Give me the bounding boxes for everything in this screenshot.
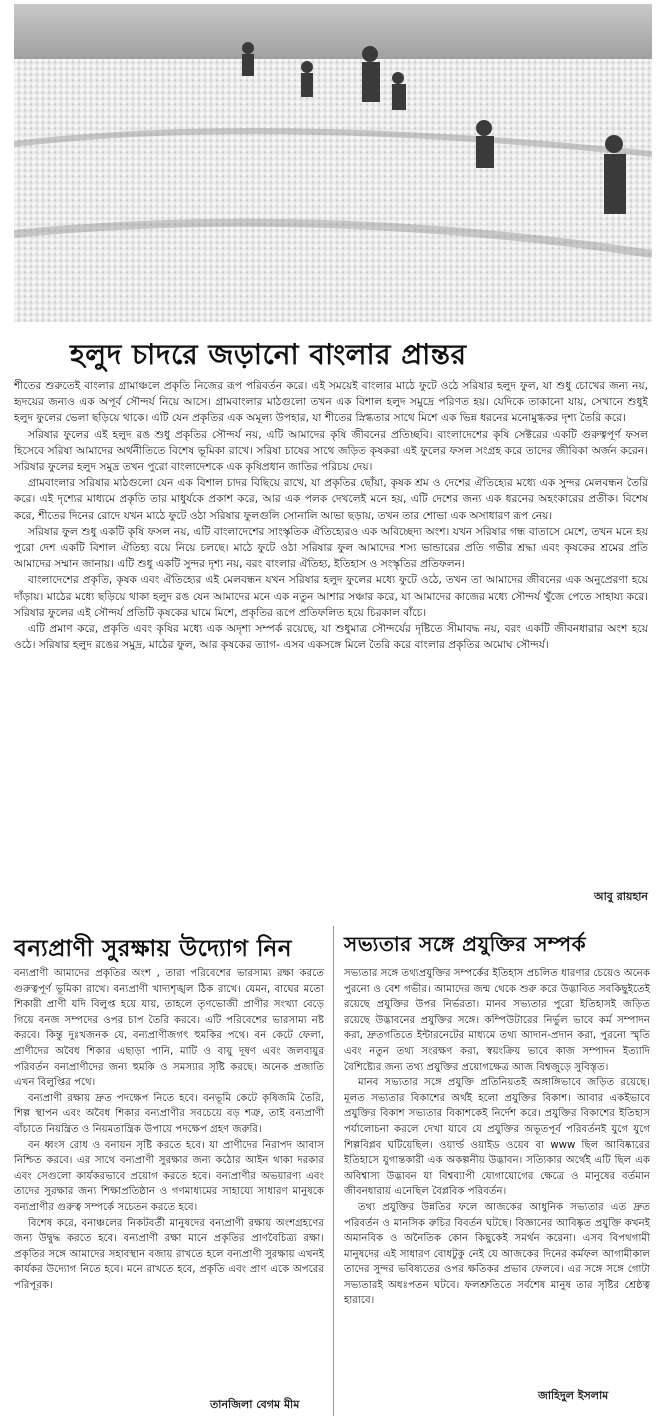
article3-headline: সভ্যতার সঙ্গে প্রযুক্তির সম্পর্ক: [344, 932, 587, 956]
article2-paragraph: বন্যপ্রাণী রক্ষায় দ্রুত পদক্ষেপ নিতে হবে। বনভূমি কেটে কৃষিজমি তৈরি, শিল্প স্থাপন এবং অবৈধ শিকার বন্যপ্রাণীর সবচেয়ে বড় শত্রু, তাই বন্যপ্রাণী বাঁচাতে নিয়ন্ত্রিত ও নিয়মতান্ত্রিক উপায়ে পদক্ষেপ গ্রহণ জরুরি।: [14, 1092, 324, 1135]
article1-paragraph: সরিষার ফুলের এই হলুদ রঙ শুধু প্রকৃতির সৌন্দর্য নয়, এটি আমাদের কৃষি জীবনের প্রতিচ্ছবি। বাংলাদেশের কৃষি সেক্টরের একটি গুরুত্বপূর্ণ ফসল হিসেবে সরিষা আমাদের অর্থনীতিতে বিশেষ ভূমিকা রাখে। সরিষা চাষের সাথে জড়িত কৃষকরা এই ফুলের ফসল সংগ্রহ করে তাদের জীবিকা অর্জন করেন। সরিষার ফুলের হলুদ সমুদ্র তখন পুরো বাংলাদেশকে এক কৃষিপ্রধান জাতির পরিচয় দেয়।: [14, 428, 648, 474]
article2-author: তানজিলা বেগম মীম: [210, 1398, 300, 1411]
article3-body: [344, 966, 650, 1309]
article2-body: [14, 966, 324, 1293]
article3-paragraph: তথ্য প্রযুক্তির উন্নতির ফলে আজকের আধুনিক সভ্যতার এত দ্রুত পরিবর্তন ও মানসিক রুচির বিবর্তন ঘটছে। বিজ্ঞানের আবিষ্কৃত প্রযুক্তি কখনই অমানবিক ও অনৈতিক কোন কিছুকেই সমর্থন করেনা। এসব বিপথগামী মানুষদের এই সাধারণ বোধটুকু নেই যে আজকের দিনের কর্মফল আগামীকাল তাদের সুন্দর ভবিষ্যতের ওপর ক্ষতিকর প্রভাব ফেলবে। এর সঙ্গে সঙ্গে গোটা সভ্যতারই অধঃপতন ঘটবে। ফলশ্রুতিতে সর্বশেষ মানুষ তার সৃষ্টির শ্রেষ্ঠত্ব হারাবে।: [344, 1201, 650, 1307]
mustard-field-photo: [14, 4, 652, 322]
article2-paragraph: বন ধ্বংস রোধ ও বনায়ন সৃষ্টি করতে হবে। যা প্রাণীদের নিরাপদ আবাস নিশ্চিত করবে। এর সাথে বন্যপ্রাণী সুরক্ষার জন্য কঠোর আইন থাকা দরকার এবং সেগুলো কার্যকরভাবে প্রয়োগ করতে হবে। বন্যপ্রাণীর অভয়ারণ্য এবং তাদের সুরক্ষার জন্য শিক্ষাপ্রতিষ্ঠান ও গণমাধ্যমের সাহায্যে সাধারণ মানুষকে বন্যপ্রাণীর গুরুত্ব সম্পর্কে সচেতন করতে হবে।: [14, 1139, 324, 1213]
article3-paragraph: মানব সভ্যতার সঙ্গে প্রযুক্তি প্রতিনিয়তই অঙ্গাঙ্গিভাবে জড়িত রয়েছে। মূলত সভ্যতার বিকাশের অর্থই হলো প্রযুক্তির বিকাশ। আবার একইভাবে প্রযুক্তির বিকাশ সভ্যতার বিকাশকেই নির্দেশ করে। প্রযুক্তির বিকাশের ইতিহাস পর্যালোচনা করলে দেখা যাবে যে প্রযুক্তির অভূতপূর্ব পরিবর্তনই যুগে যুগে শিল্পবিপ্লব ঘটিয়েছিল। ওয়ার্ল্ড ওয়াইড ওয়েব বা www ছিল আবিষ্কারের ইতিহাসে যুগান্তকারী এক অকল্পনীয় উদ্ভাবন। সত্যিকার অর্থেই এটি ছিল এক অবিশ্বাস্য উদ্ভাবন যা বিশ্বব্যাপী যোগাযোগের ক্ষেত্রে ও মানুষের বর্তমান জীবনধারায় এনেছিল বৈপ্লবিক পরিবর্তন।: [344, 1077, 650, 1198]
article1-paragraph: শীতের শুরুতেই বাংলার গ্রামাঞ্চলে প্রকৃতি নিজের রূপ পরিবর্তন করে। এই সময়েই বাংলার মাঠে ফুটে ওঠে সরিষার হলুদ ফুল, যা শুধু চোখের জন্য নয়, হৃদয়ের জন্যও এক অপূর্ব সৌন্দর্য নিয়ে আসে। গ্রামবাংলার মাঠগুলো তখন এক বিশাল হলুদ সমুদ্রে পরিণত হয়। যেদিকে তাকানো যায়, সেখানে শুধুই হলুদ ফুলের ভেলা ছড়িয়ে থাকে। এটি যেন প্রকৃতির এক অমূল্য উপহার, যা শীতের স্নিগ্ধতার সাথে মিশে এক ভিন্ন ধরনের মনোমুগ্ধকর দৃশ্য তৈরি করে।: [14, 380, 648, 425]
column-divider: [333, 926, 334, 1416]
article1-headline: হলুদ চাদরে জড়ানো বাংলার প্রান্তর: [70, 338, 467, 371]
article1-paragraph: সরিষার ফুল শুধু একটি কৃষি ফসল নয়, এটি বাংলাদেশের সাংস্কৃতিক ঐতিহ্যেরও এক অবিচ্ছেদ্য অংশ। যখন সরিষার গন্ধ বাতাসে মেশে, তখন মনে হয় পুরো দেশ একটি বিশাল ঐতিহ্য বয়ে নিয়ে চলছে। মাঠে ফুটে ওঠা সরিষার ফুল আমাদের শস্য ভান্ডারের প্রতি গভীর শ্রদ্ধা এবং কৃষকের শ্রমের প্রতি আমাদের সম্মান জানায়। এটি শুধু একটি সুন্দর দৃশ্য নয়, বরং বাংলার ঐতিহ্য, ইতিহাস ও সংস্কৃতির প্রতিফলন।: [14, 525, 648, 571]
article1-author: আবু রায়হান: [593, 890, 648, 903]
article3-paragraph: সভ্যতার সঙ্গে তথ্যপ্রযুক্তির সম্পর্কের ইতিহাস প্রচলিত ধারণার চেয়েও অনেক পুরনো ও বেশ গভীর। আমাদের জন্ম থেকে শুরু করে উদ্ভাবিত সবকিছুইতেই রয়েছে প্রযুক্তির উপর নির্ভরতা। মানব সভ্যতার পুরো ইতিহাসই জড়িত রয়েছে উদ্ভাবনের প্রযুক্তির সঙ্গে। কম্পিউটারের নির্ভুল ভাবে কর্ম সম্পাদন করা, দ্রুতগতিতে ইন্টারনেটের মাধ্যমে তথ্য আদান-প্রদান করা, পুরনো স্মৃতি এবং নতুন তথ্য সংরক্ষণ করা, স্বয়ংক্রিয় ভাবে কাজ সম্পাদন ইত্যাদি বৈশিষ্ট্যের জন্য তথ্য প্রযুক্তির প্রয়োগক্ষেত্র আজ বিশ্বজুড়ে সুবিস্তৃত।: [344, 968, 650, 1073]
article3-author: জাহিদুল ইসলাম: [538, 1389, 609, 1402]
article2-paragraph: বন্যপ্রাণী আমাদের প্রকৃতির অংশ , তারা পরিবেশের ভারসাম্য রক্ষা করতে গুরুত্বপূর্ণ ভূমিকা রাখে। বন্যপ্রাণী খাদ্যশৃঙ্খল ঠিক রাখে। যেমন, বাঘের মতো শিকারী প্রাণী যদি বিলুপ্ত হয়ে যায়, তাহলে তৃণভোজী প্রাণীর সংখ্যা বেড়ে গিয়ে বনজ সম্পদের ওপর চাপ তৈরি করবে। এটি পরিবেশের ভারসাম্য নষ্ট করবে। কিন্তু দুঃখজনক যে, বন্যপ্রাণীজগৎ হুমকির পথে। বন কেটে ফেলা, প্রাণীদের অবৈধ শিকার এছাড়া পানি, মাটি ও বায়ু দূষণ এবং জলবায়ুর পরিবর্তন বন্যপ্রাণীদের জন্য হুমকি ও সমস্যার সৃষ্টি করছে। অনেক প্রজাতি এখন বিলুপ্তির পথে।: [14, 968, 324, 1089]
article2-headline: বন্যপ্রাণী সুরক্ষায় উদ্যোগ নিন: [14, 935, 292, 962]
article1-body: [14, 378, 648, 653]
article1-paragraph: গ্রামবাংলার সরিষার মাঠগুলো যেন এক বিশাল চাদর বিছিয়ে রাখে, যা প্রকৃতির ছোঁয়া, কৃষক শ্রম ও দেশের ঐতিহ্যের মধ্যে এক সুন্দর মেলবন্ধন তৈরি করে। এই দৃশ্যের মাধ্যমে প্রকৃতি তার মাধুর্যকে প্রকাশ করে, আর এক পলক দেখলেই মনে হয়, এটি দেশের জন্য এক ধরনের অহংকারের প্রতীক। বিশেষ করে, শীতের দিনের রোদে যখন মাঠে ফুটে ওঠা সরিষার ফুলগুলি সোনালি আভা ছড়ায়, তখন তার শোভা এক অসাধারণ রূপ নেয়।: [14, 477, 648, 522]
article2-paragraph: বিশেষ করে, বনাঞ্চলের নিকটবর্তী মানুষদের বন্যপ্রাণী রক্ষায় অংশগ্রহণের জন্য উদ্বুদ্ধ করতে হবে। বন্যপ্রাণী রক্ষা মানে প্রকৃতির প্রাণবৈচিত্র্য রক্ষা। প্রকৃতির সঙ্গে আমাদের সহাবস্থান বজায় রাখতে হলে বন্যপ্রাণী সুরক্ষায় এখনই কার্যকর উদ্যোগ নিতে হবে। মনে রাখতে হবে, প্রকৃতি এবং প্রাণ একে অপরের পরিপূরক।: [14, 1217, 324, 1291]
mustard-field-children-photo: [14, 4, 652, 322]
article1-paragraph: এটি প্রমাণ করে, প্রকৃতি এবং কৃষির মধ্যে এক অদৃশ্য সম্পর্ক রয়েছে, যা শুধুমাত্র সৌন্দর্যের দৃষ্টিতে সীমাবদ্ধ নয়, বরং একটি জীবনধারার অংশ হয়ে ওঠে। সরিষার হলুদ রঙের সমুদ্র, মাঠের ফুল, আর কৃষকের ত্যাগ- এসব একসঙ্গে মিলে তৈরি করে বাংলার প্রকৃতির অমোঘ সৌন্দর্য।: [14, 623, 648, 652]
article1-paragraph: বাংলাদেশের প্রকৃতি, কৃষক এবং ঐতিহ্যের এই মেলবন্ধন যখন সরিষার হলুদ ফুলের মধ্যে ফুটে ওঠে, তখন তা আমাদের জীবনের এক অনুপ্রেরণা হয়ে দাঁড়ায়। মাঠের মধ্যে ছড়িয়ে থাকা হলুদ রঙ যেন আমাদের মনে এক নতুন আশার সঞ্চার করে, যা আমাদের কাজের মধ্যে সৌন্দর্য খুঁজে পেতে সাহায্য করে। সরিষার ফুলের এই সৌন্দর্য প্রতিটি কৃষকের ঘামে মিশে, প্রকৃতির রূপে প্রতিফলিত হয়ে চিরকাল বাঁচে।: [14, 574, 648, 619]
